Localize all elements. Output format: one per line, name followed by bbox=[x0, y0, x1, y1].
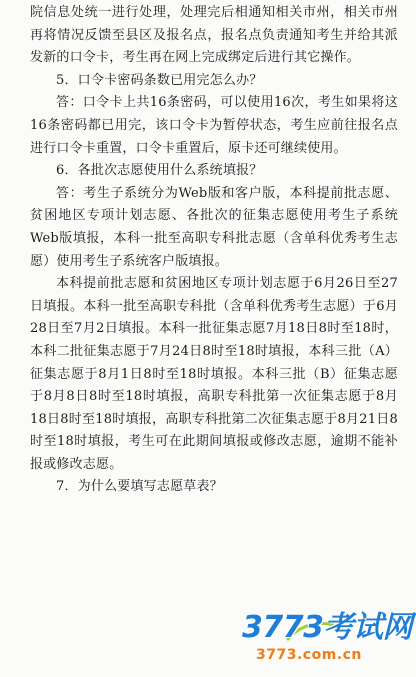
answer-5-paragraph: 答：口令卡上共16条密码，可以使用16次，考生如果将这16条密码都已用完，该口令卡为暂停状态，考生应前往报名点进行口令卡重置，口令卡重置后，原卡还可继续使用。 bbox=[30, 95, 398, 156]
document-body bbox=[30, 2, 398, 499]
question-6-heading: 6．各批次志愿使用什么系统填报？ bbox=[56, 163, 263, 179]
watermark-logo: 3773考试网 bbox=[242, 610, 412, 645]
site-watermark bbox=[242, 611, 412, 673]
question-7-heading: 7．为什么要填写志愿草表？ bbox=[56, 479, 223, 495]
schedule-paragraph: 本科提前批志愿和贫困地区专项计划志愿于6月26日至27日填报。本科一批至高职专科批（含单科优秀考生志愿）于6月28日至7月2日填报。本科一批征集志愿7月18日8时至18时，本科二批征集志愿于7月24日8时至18时填报，本科三批（A）征集志愿于8月1日8时至18时填报。本科三批（B）征集志愿于8月8日8时至18时填报，高职专科批第一次征集志愿于8月18日8时至18时填报，高职专科批第二次征集志愿于8月21日8时至18时填报，考生可在此期间填报或修改志愿，逾期不能补报或修改志愿。 bbox=[30, 276, 398, 472]
paragraph-continued: 院信息处统一进行处理，处理完后相通知相关市州，相关市州再将情况反馈至县区及报名点，报名点负责通知考生并给其派发新的口令卡，考生再在网上完成绑定后进行其它操作。 bbox=[30, 5, 398, 66]
question-5-heading: 5．口令卡密码条数已用完怎么办？ bbox=[56, 72, 263, 88]
watermark-url: 3773.com.cn bbox=[256, 647, 362, 663]
answer-6-paragraph: 答：考生子系统分为Web版和客户版，本科提前批志愿、贫困地区专项计划志愿、各批次的征集志愿使用考生子系统Web版填报，本科一批至高职专科批志愿（含单科优秀考生志愿）使用考生子系统客户版填报。 bbox=[30, 185, 398, 269]
